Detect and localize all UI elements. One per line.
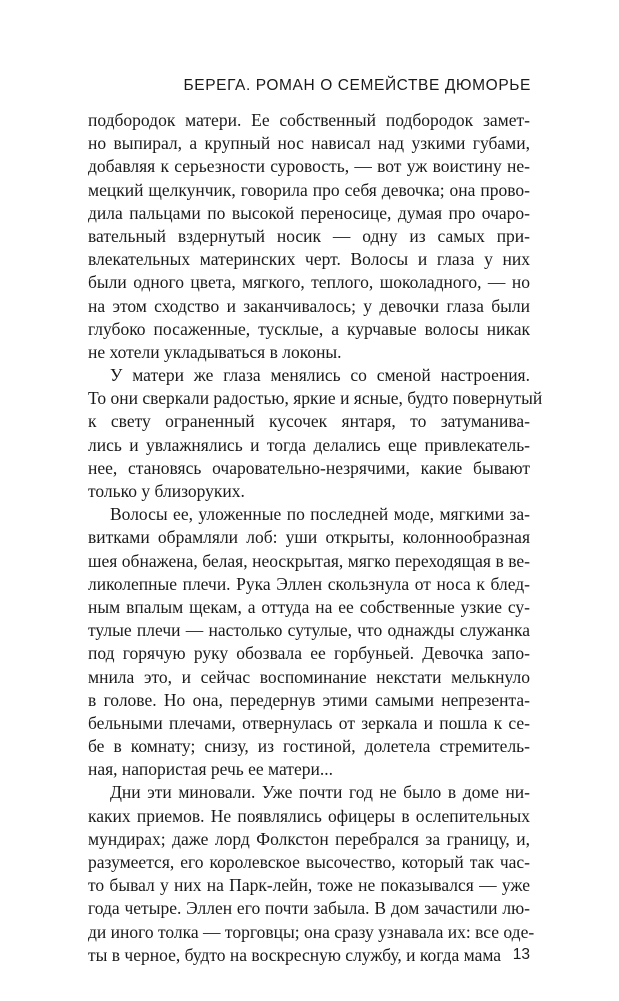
page-number: 13 [512,946,530,963]
text-line: витками обрамляли лоб: уши открыты, колоннообразная [88,527,530,548]
text-line: каких приемов. Не появлялись офицеры в ослепительных [88,805,530,826]
text-line: к свету ограненный кусочек янтаря, то затуманива- [88,411,530,432]
text-line: то бывал у них на Парк-лейн, тоже не показывался — уже [88,875,530,896]
text-line: шея обнажена, белая, неоскрытая, мягко переходящая в ве- [88,550,530,571]
paragraph [88,503,530,781]
text-line: в голове. Но она, передернув этими самыми непрезента- [88,689,530,710]
text-line: нее, становясь очаровательно-незрячими, какие бывают [88,457,530,478]
text-line: бе в комнату; снизу, из гостиной, долетела стремитель- [88,736,530,757]
text-line: То они сверкали радостью, яркие и ясные, будто повернутый [88,388,543,409]
text-line: бельными плечами, отвернулась от зеркала и пошла к се- [88,712,530,733]
paragraph [88,109,530,364]
text-line: ди иного толка — торговцы; она сразу узнавала их: все оде- [88,921,535,942]
text-line: мундирах; даже лорд Фолкстон перебрался за границу, и, [88,828,530,849]
text-line: подбородок матери. Ее собственный подбородок замет- [88,110,530,130]
text-line: вательный вздернутый носик — одну из самых при- [88,225,530,246]
paragraph [88,781,535,967]
text-line: ная, напористая речь ее матери... [88,759,333,780]
text-line: дила пальцами по высокой переносице, думая про очаро- [88,202,530,223]
text-line: на этом сходство и заканчивалось; у девочки глаза были [88,295,530,316]
text-line: Волосы ее, уложенные по последней моде, мягкими за- [110,504,530,525]
text-line: мнила это, и сейчас воспоминание некстати мелькнуло [88,666,530,687]
text-line: ным впалым щекам, а оттуда на ее собственные узкие су- [88,596,530,617]
text-line: были одного цвета, мягкого, теплого, шоколадного, — но [88,272,530,293]
text-line: лись и увлажнялись и тогда делались еще привлекатель- [88,434,530,455]
text-line: Дни эти миновали. Уже почти год не было в доме ни- [110,782,530,803]
text-line: ликолепные плечи. Рука Эллен скользнула от носа к блед- [88,573,530,594]
text-line: добавляя к серьезности суровость, — вот уж воистину не- [88,156,530,177]
text-line: глубоко посаженные, тусклые, а курчавые волосы никак [88,318,530,339]
text-line: разумеется, его королевское высочество, который так час- [88,852,530,872]
paragraph [88,364,543,503]
text-line: но выпирал, а крупный нос нависал над узкими губами, [88,133,530,154]
text-line: мецкий щелкунчик, говорила про себя девочка; она прово- [88,179,530,200]
text-line: под горячую руку обозвала ее горбуньей. Девочка запо- [88,643,530,664]
text-line: только у близоруких. [88,481,245,501]
text-line: ты в черное, будто на воскресную службу, и когда мама [88,944,502,965]
running-head: БЕРЕГА. РОМАН О СЕМЕЙСТВЕ ДЮМОРЬЕ [183,77,531,94]
text-line: влекательных материнских черт. Волосы и глаза у них [88,249,530,270]
text-line: года четыре. Эллен его почти забыла. В дом зачастили лю- [88,898,530,919]
text-line: тулые плечи — настолько сутулые, что однажды служанка [88,620,530,641]
body-text [88,109,543,967]
text-line: У матери же глаза менялись со сменой настроения. [110,365,530,386]
text-line: не хотели укладываться в локоны. [88,341,342,362]
